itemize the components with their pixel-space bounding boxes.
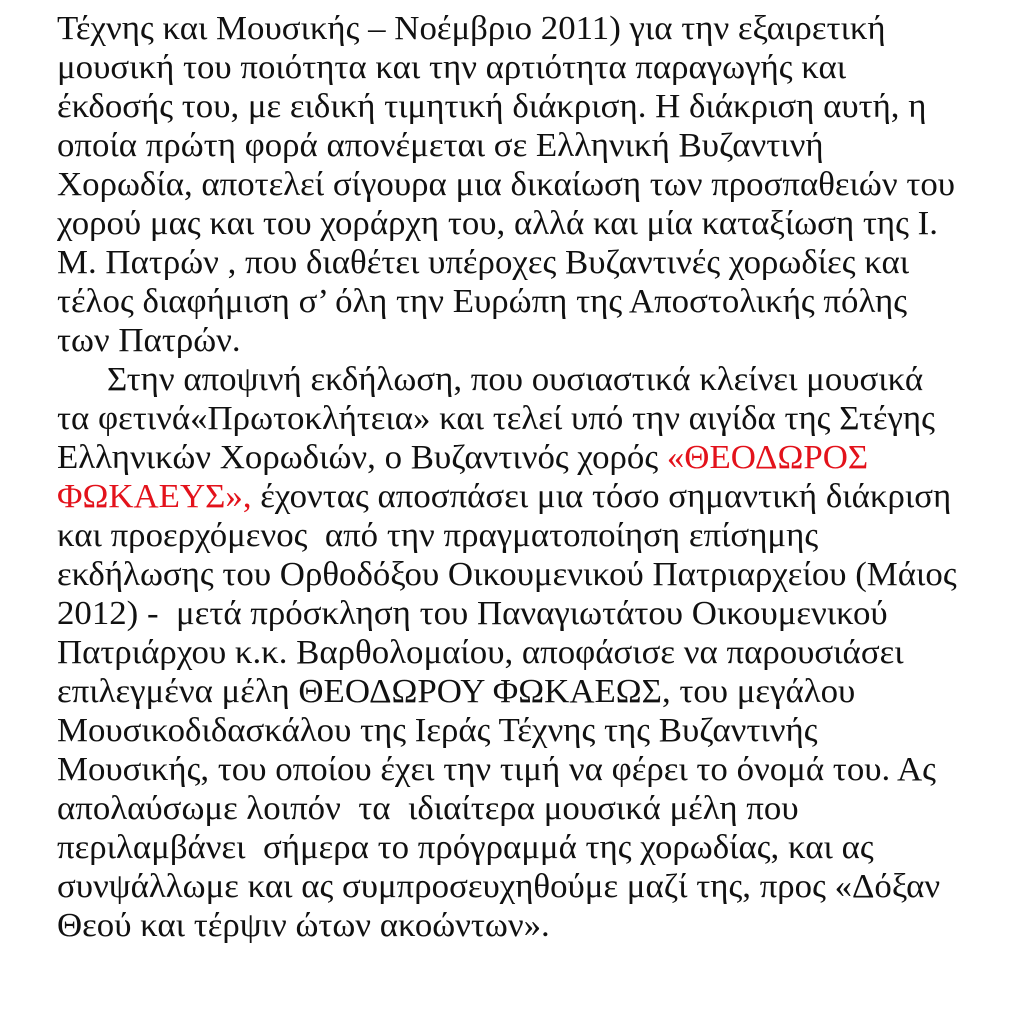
text-line: Μ. Πατρών , που διαθέτει υπέροχες Βυζαντινές χορωδίες και (57, 244, 910, 281)
text-line: και προερχόμενος από την πραγματοποίηση επίσημης (57, 517, 819, 554)
text-line: 2012) - μετά πρόσκληση του Παναγιωτάτου Οικουμενικού (57, 595, 888, 632)
text-line: εκδήλωσης του Ορθοδόξου Οικουμενικού Πατριαρχείου (Μάιος (57, 556, 957, 593)
text-line: συνψάλλωμε και ας συμπροσευχηθούμε μαζί της, προς «Δόξαν (57, 868, 941, 905)
choir-name-highlight: ΦΩΚΑΕΥΣ», (57, 478, 252, 515)
text-line: των Πατρών. (57, 322, 241, 359)
text-line: Στην αποψινή εκδήλωση, που ουσιαστικά κλείνει μουσικά (107, 361, 924, 398)
text-line: Μουσικοδιδασκάλου της Ιεράς Τέχνης της Βυζαντινής (57, 712, 818, 749)
text-line: μουσική του ποιότητα και την αρτιότητα παραγωγής και (57, 49, 847, 86)
text-line: Πατριάρχου κ.κ. Βαρθολομαίου, αποφάσισε να παρουσιάσει (57, 634, 904, 671)
text-line: τέλος διαφήμιση σ’ όλη την Ευρώπη της Αποστολικής πόλης (57, 283, 908, 320)
text-line: έκδοσής του, με ειδική τιμητική διάκριση. Η διάκριση αυτή, η (57, 88, 927, 125)
text-line: Μουσικής, του οποίου έχει την τιμή να φέρει το όνομά του. Ας (57, 751, 936, 788)
document-page (57, 9, 997, 945)
text-segment: έχοντας αποσπάσει μια τόσο σημαντική διάκριση (251, 478, 952, 515)
text-line: τα φετινά«Πρωτοκλήτεια» και τελεί υπό την αιγίδα της Στέγης (57, 400, 935, 437)
text-line: περιλαμβάνει σήμερα το πρόγραμμά της χορωδίας, και ας (57, 829, 874, 866)
text-segment: Ελληνικών Χορωδιών, ο Βυζαντινός χορός (57, 439, 667, 476)
text-line: χορού μας και του χοράρχη του, αλλά και μία καταξίωση της Ι. (57, 205, 938, 242)
text-line (57, 477, 1009, 516)
paragraph-1 (57, 9, 997, 360)
text-line: Θεού και τέρψιν ώτων ακοώντων». (57, 907, 550, 944)
text-line: Χορωδία, αποτελεί σίγουρα μια δικαίωση των προσπαθειών του (57, 166, 955, 203)
text-line: απολαύσωμε λοιπόν τα ιδιαίτερα μουσικά μέλη που (57, 790, 799, 827)
text-line: οποία πρώτη φορά απονέμεται σε Ελληνική Βυζαντινή (57, 127, 824, 164)
text-line (57, 438, 1009, 477)
text-line: Τέχνης και Μουσικής – Νοέμβριο 2011) για την εξαιρετική (57, 10, 886, 47)
paragraph-2 (57, 360, 997, 945)
choir-name-highlight: «ΘΕΟΔΩΡΟΣ (666, 439, 869, 476)
text-line: επιλεγμένα μέλη ΘΕΟΔΩΡΟΥ ΦΩΚΑΕΩΣ, του μεγάλου (57, 673, 856, 710)
